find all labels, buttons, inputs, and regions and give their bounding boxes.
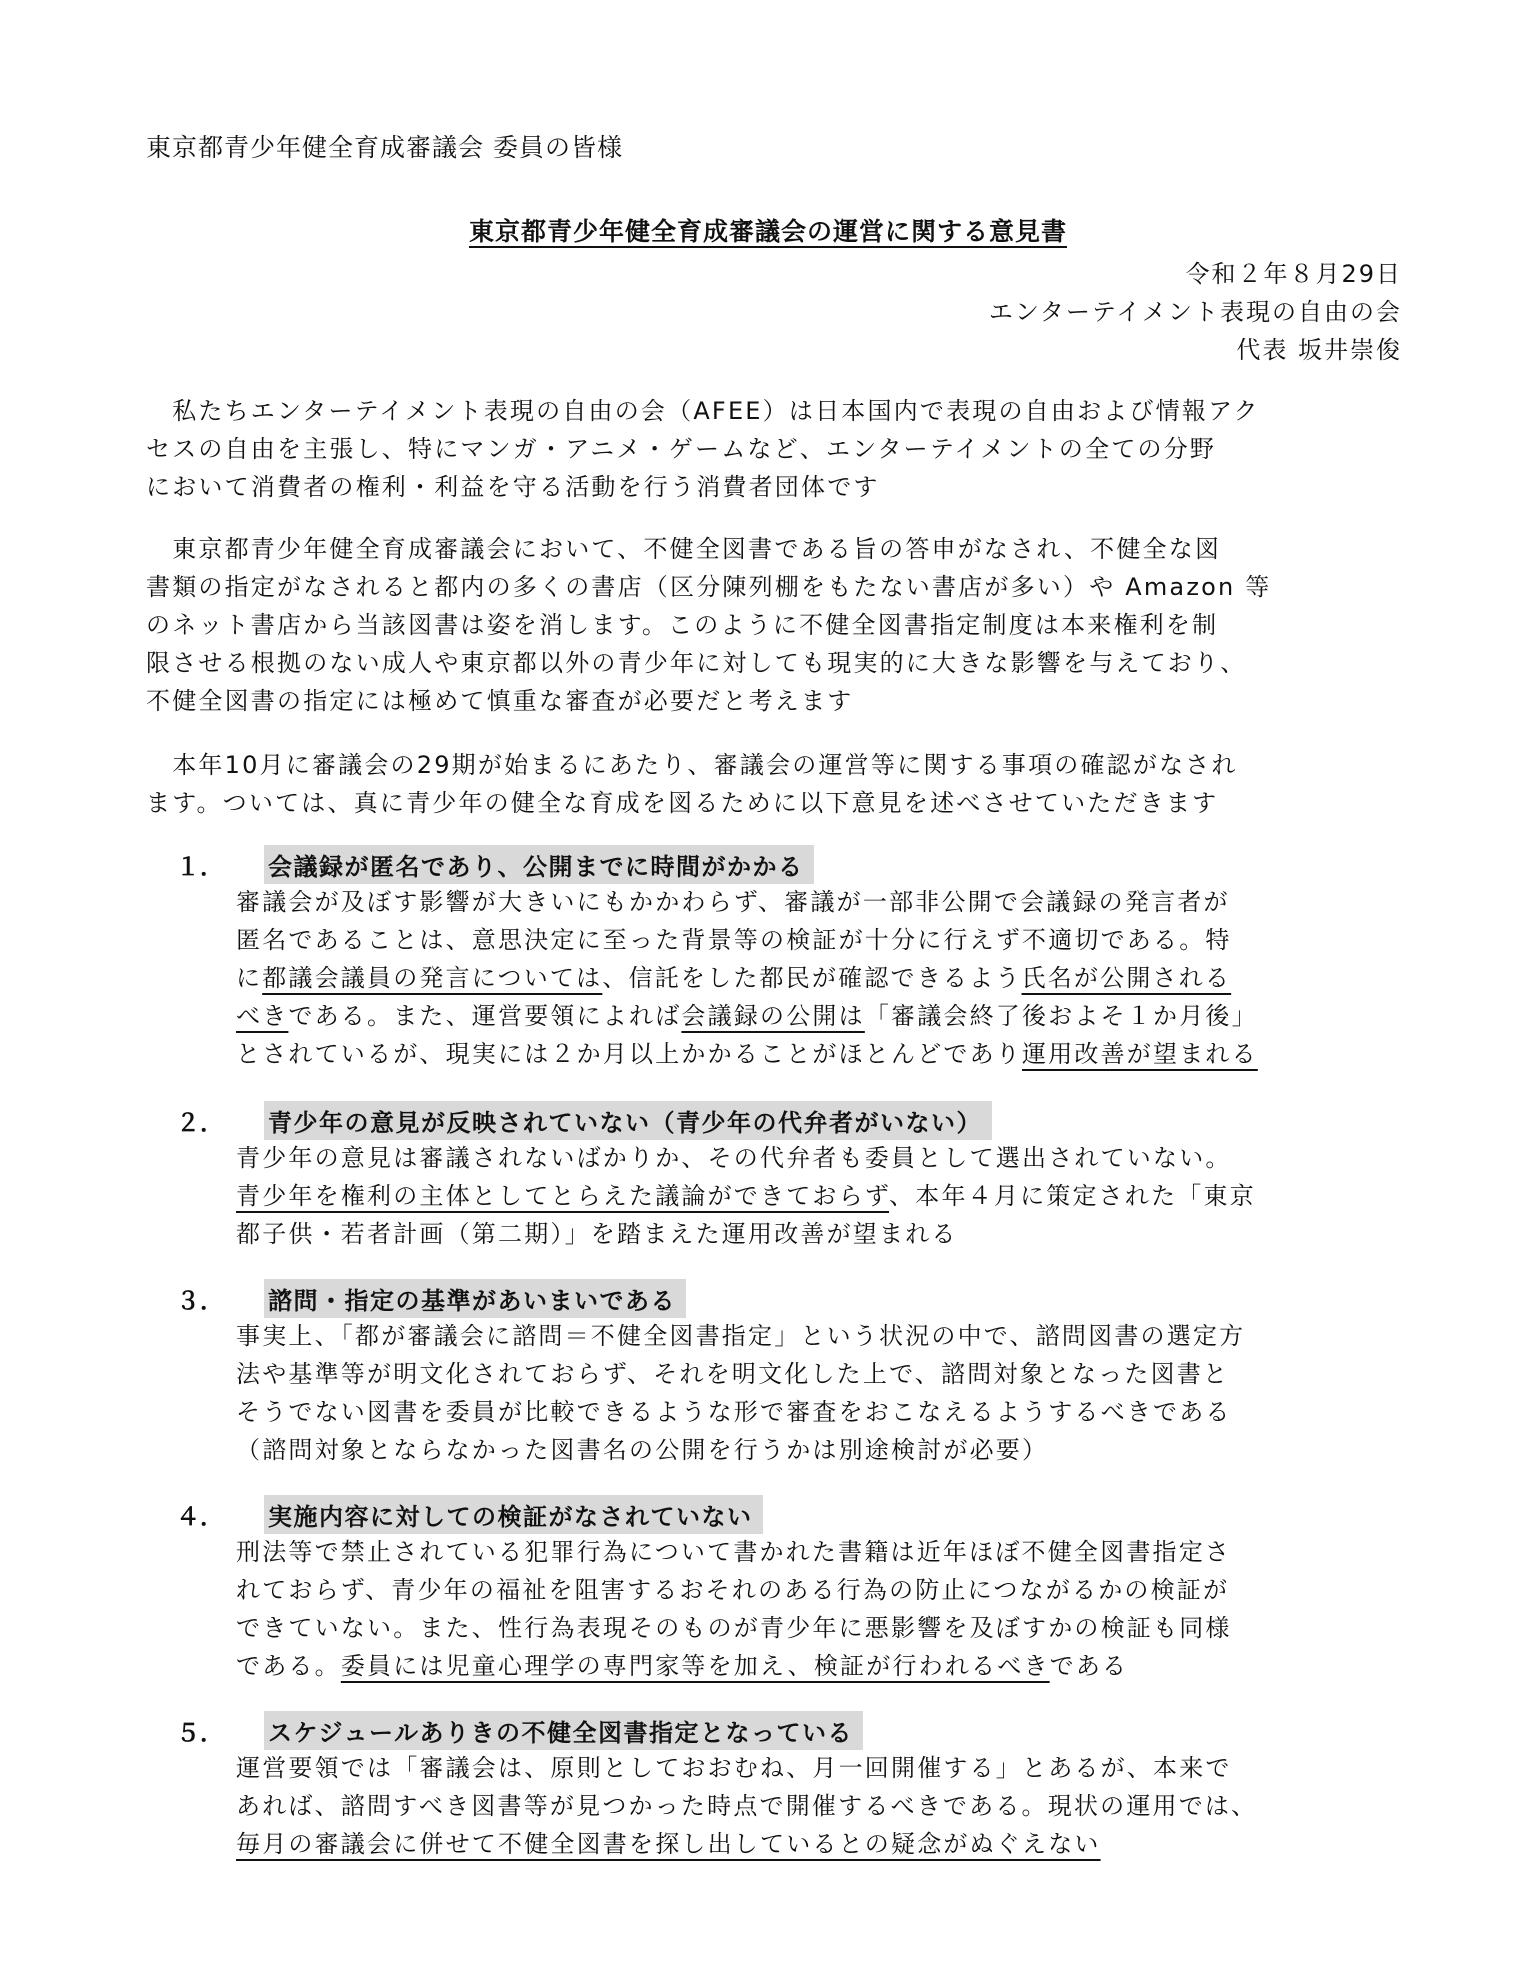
item-title: 実施内容に対しての検証がなされていない [264,1495,763,1534]
opinion-item-5 [176,1711,1257,1863]
item-body-line [236,1749,1257,1787]
document-title [0,212,1536,248]
body-text: 刑法等で禁止されている犯罪行為について書かれた書籍は近年ほぼ不健全図書指定さ [236,1538,1232,1566]
item-body-line [236,921,1258,959]
item-number: １． [176,852,224,881]
paragraph-purpose [146,746,1238,822]
item-title: 青少年の意見が反映されていない（青少年の代弁者がいない） [264,1101,992,1140]
opinion-item-4 [176,1495,1232,1685]
body-text: 審議会が及ぼす影響が大きいにもかかわらず、審議が一部非公開で会議録の発言者が [236,888,1230,916]
item-body-line [236,1647,1232,1685]
body-text: 事実上、「都が審議会に諮問＝不健全図書指定」という状況の中で、諮問図書の選定方 [236,1322,1246,1350]
body-text: である。また、運営要領によれば [288,1002,682,1030]
underlined-text: 毎月の審議会に併せて不健全図書を探し出しているとの疑念がぬぐえない [236,1830,1101,1858]
paragraph-line: 限させる根拠のない成人や東京都以外の青少年に対しても現実的に大きな影響を与えており、 [146,649,1247,677]
paragraph-line: セスの自由を主張し、特にマンガ・アニメ・ゲームなど、エンターテイメントの全ての分野 [146,435,1217,463]
body-text: 、本年４月に策定された「東京 [889,1182,1256,1210]
item-body-line [236,1393,1245,1431]
paragraph-line: 書類の指定がなされると都内の多くの書店（区分陳列棚をもたない書店が多い）や Amazon 等 [146,573,1272,601]
organization: エンターテイメント表現の自由の会 [988,298,1402,326]
body-text: 匿名であることは、意思決定に至った背景等の検証が十分に行えず不適切である。特 [236,926,1232,954]
opinion-item-3 [176,1279,1245,1469]
item-body-line [236,1355,1245,1393]
underlined-text: 青少年を権利の主体としてとらえた議論ができておらず [236,1182,890,1210]
addressee: 東京都青少年健全育成審議会 委員の皆様 [146,133,623,162]
item-body [236,883,1258,1073]
paragraph-line: 本年10月に審議会の29期が始まるにあたり、審議会の運営等に関する事項の確認がなされ [146,751,1238,779]
item-body [236,1139,1256,1253]
body-text: 「審議会終了後およそ１か月後」 [864,1002,1258,1030]
underlined-text: 都議会議員の発言については [262,964,603,992]
item-body [236,1533,1232,1685]
item-body [236,1749,1257,1863]
item-title: スケジュールありきの不健全図書指定となっている [264,1711,863,1750]
item-body-line [236,1571,1232,1609]
paragraph-line: 不健全図書の指定には極めて慎重な審査が必要だと考えます [146,687,854,715]
paragraph-line: のネット書店から当該図書は姿を消します。このように不健全図書指定制度は本来権利を制 [146,611,1219,639]
item-body-line [236,883,1258,921]
item-body-line [236,1431,1245,1469]
body-text: 法や基準等が明文化されておらず、それを明文化した上で、諮問対象となった図書と [236,1360,1230,1388]
date: 令和２年８月29日 [1185,260,1402,288]
item-body-line [236,997,1258,1035]
item-body-line [236,1035,1258,1073]
item-body-line [236,1139,1256,1177]
item-body-line [236,959,1258,997]
item-title: 会議録が匿名であり、公開までに時間がかかる [264,845,814,884]
paragraph-line: ます。ついては、真に青少年の健全な育成を図るために以下意見を述べさせていただきます [146,789,1219,817]
document-meta [989,255,1402,369]
body-text: に [236,964,263,992]
body-text: 都子供・若者計画（第二期）」を踏まえた運用改善が望まれる [236,1220,958,1248]
body-text: である [1049,1652,1129,1680]
body-text: あれば、諮問すべき図書等が見つかった時点で開催するべきである。現状の運用では、 [236,1792,1258,1820]
item-body-line [236,1825,1257,1863]
underlined-text: 氏名が公開される [1021,964,1232,992]
item-body-line [236,1787,1257,1825]
item-body-line [236,1609,1232,1647]
underlined-text: 運用改善が望まれる [1022,1040,1258,1068]
item-title: 諮問・指定の基準があいまいである [264,1279,686,1318]
opinion-item-2 [176,1101,1256,1253]
body-text: できていない。また、性行為表現そのものが青少年に悪影響を及ぼすかの検証も同様 [236,1614,1232,1642]
body-text: 運営要領では「審議会は、原則としておおむね、月一回開催する」とあるが、本来で [236,1754,1232,1782]
paragraph-line: 東京都青少年健全育成審議会において、不健全図書である旨の答申がなされ、不健全な図 [146,535,1222,563]
item-number: ３． [176,1286,224,1315]
opinion-item-1 [176,845,1258,1073]
item-body-line [236,1177,1256,1215]
body-text: とされているが、現実には２か月以上かかることがほとんどであり [236,1040,1022,1068]
paragraph-line: 私たちエンターテイメント表現の自由の会（AFEE）は日本国内で表現の自由および情報アク [146,397,1260,425]
item-number: ２． [176,1108,224,1137]
paragraph-line: において消費者の権利・利益を守る活動を行う消費者団体です [146,473,880,501]
item-number: ５． [176,1718,224,1747]
representative: 代表 坂井崇俊 [1236,336,1402,364]
item-body-line [236,1533,1232,1571]
underlined-text: 委員には児童心理学の専門家等を加え、検証が行われるべき [340,1652,1050,1680]
body-text: （諮問対象とならなかった図書名の公開を行うかは別途検討が必要） [236,1436,1049,1464]
item-body [236,1317,1245,1469]
body-text: 、信託をした都民が確認できるよう [602,964,1022,992]
body-text: そうでない図書を委員が比較できるような形で審査をおこなえるようするべきである [236,1398,1232,1426]
document-title-text: 東京都青少年健全育成審議会の運営に関する意見書 [468,217,1067,246]
body-text: である。 [236,1652,341,1680]
paragraph-background [146,530,1271,720]
item-body-line [236,1215,1256,1253]
body-text: れておらず、青少年の福祉を阻害するおそれのある行為の防止につながるかの検証が [236,1576,1230,1604]
underlined-text: 会議録の公開は [681,1002,865,1030]
paragraph-intro [146,392,1260,506]
body-text: 青少年の意見は審議されないばかりか、その代弁者も委員として選出されていない。 [236,1144,1232,1172]
underlined-text: べき [236,1002,289,1030]
item-number: ４． [176,1502,224,1531]
item-body-line [236,1317,1245,1355]
